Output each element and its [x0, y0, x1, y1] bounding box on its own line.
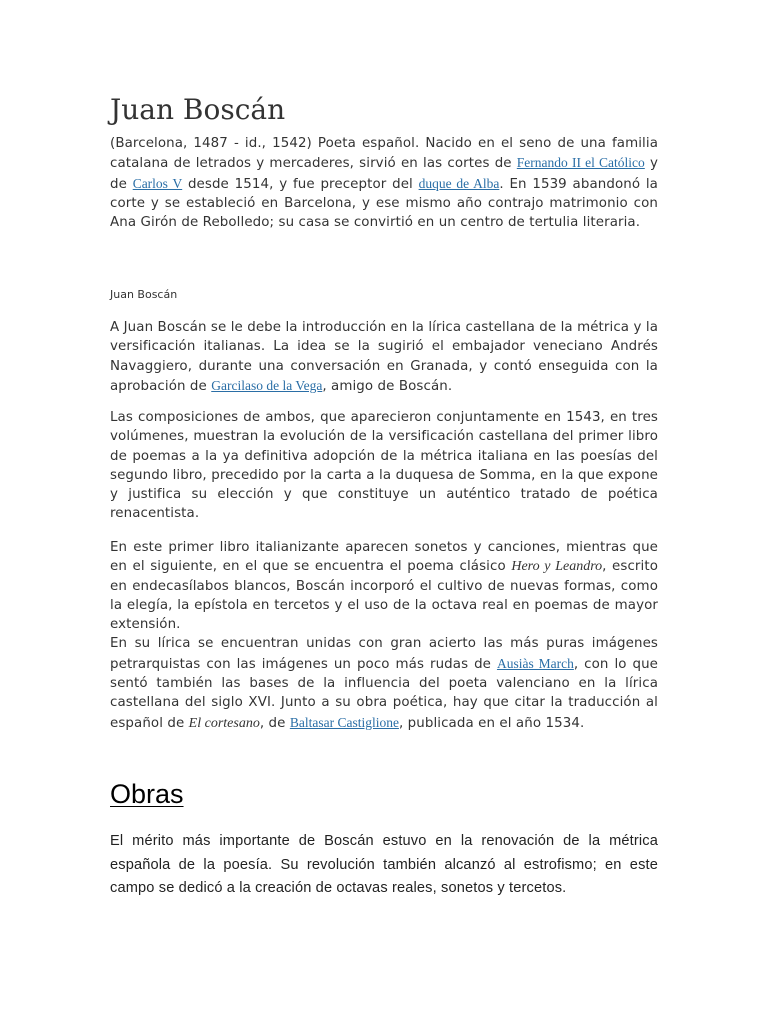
link-ausias-march[interactable]: Ausiàs March [496, 655, 574, 671]
intro-text-2: y de [110, 156, 658, 192]
work-title-el-cortesano: El cortesano [188, 715, 260, 731]
link-duque-de-alba[interactable]: duque de Alba [418, 175, 500, 191]
para4-text-2: , escrito en endecasílabos blancos, Boscán incorporó el cultivo de nuevas formas, como la elegía, la epístola en tercetos y el uso de la octava real en poemas de mayor extensión. [110, 559, 658, 633]
image-caption: Juan Boscán [110, 288, 178, 301]
para4-text-1: En este primer libro italianizante aparecen sonetos y canciones, mientras que en el siguiente, en el que se encuentra el poema clásico [110, 540, 658, 575]
link-carlos-v[interactable]: Carlos V [132, 175, 183, 191]
intro-text-4: . En 1539 abandonó la corte y se estableció en Barcelona, y ese mismo año contrajo matrimonio con Ana Girón de Rebolledo; su casa se convirtió en un centro de tertulia literaria. [110, 176, 658, 231]
italianizing-paragraph [110, 538, 658, 733]
intro-paragraph [110, 134, 658, 232]
link-baltasar-castiglione[interactable]: Baltasar Castiglione [289, 714, 399, 730]
intro-text-3: desde 1514, y fue preceptor del [182, 176, 419, 192]
para4-text-6: , publicada en el año 1534. [398, 715, 585, 731]
para4-text-4: , con lo que sentó también las bases de la influencia del poeta valenciano en la lírica castellana del siglo XVI. Junto a su obra poética, hay que citar la traducción al español de [110, 656, 659, 731]
para4-text-3: En su lírica se encuentran unidas con gran acierto las más puras imágenes petrarquistas con las imágenes un poco más rudas de [110, 636, 658, 672]
work-title-hero-y-leandro: Hero y Leandro [511, 559, 603, 575]
obras-paragraph: El mérito más importante de Boscán estuvo en la renovación de la métrica española de la poesía. Su revolución también alcanzó al estrofismo; en este campo se dedicó a la creación de octavas reales, sonetos y tercetos. [110, 833, 658, 896]
intro-text-1: (Barcelona, 1487 - id., 1542) Poeta español. Nacido en el seno de una familia catalana de letrados y mercaderes, sirvió en las cortes de [110, 136, 658, 172]
section-heading-obras: Obras [110, 779, 184, 809]
link-fernando-ii[interactable]: Fernando II el Católico [516, 155, 645, 171]
introduction-paragraph [110, 318, 658, 396]
compositions-paragraph: Las composiciones de ambos, que aparecieron conjuntamente en 1543, en tres volúmenes, muestran la evolución de la versificación castellana del primer libro de poemas a la ya definitiva adopción de la métrica italiana en las poesías del segundo libro, precedido por la carta a la duquesa de Somma, en la que expone y justifica su elección y que constituye un auténtico tratado de poética renacentista. [110, 410, 658, 522]
para2-text-2: , amigo de Boscán. [322, 378, 453, 394]
para2-text-1: A Juan Boscán se le debe la introducción en la lírica castellana de la métrica y la versificación italianas. La idea se la sugirió el embajador veneciano Andrés Navaggiero, durante una conversación en Granada, y contó enseguida con la aprobación de [110, 320, 658, 394]
page-title: Juan Boscán [110, 93, 286, 126]
link-garcilaso[interactable]: Garcilaso de la Vega [211, 377, 323, 393]
para4-text-5: , de [259, 715, 290, 731]
